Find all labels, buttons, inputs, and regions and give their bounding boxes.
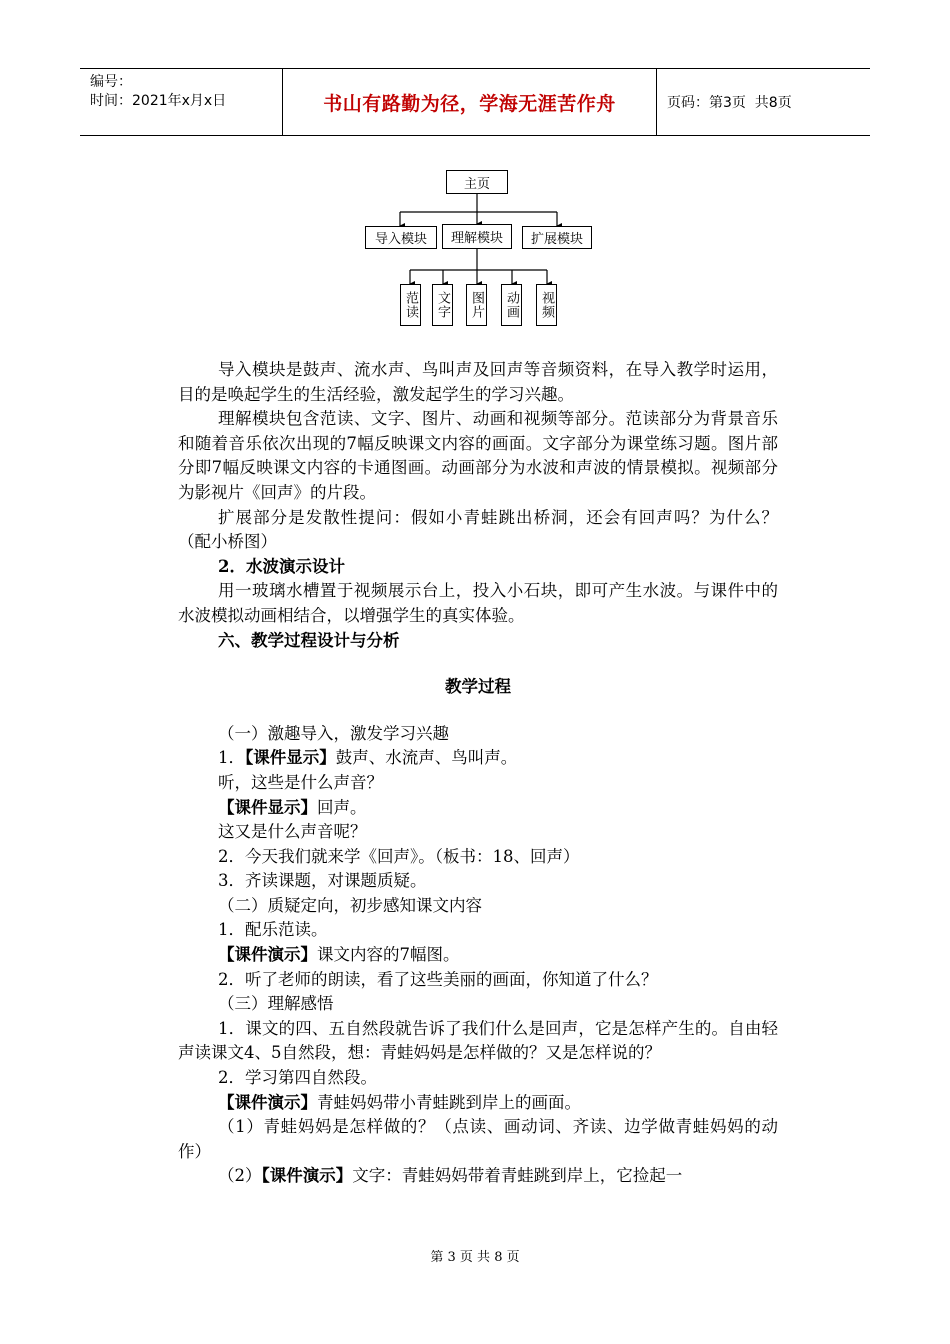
page-label: 页码：第3页 共8页 — [667, 95, 792, 111]
diagram-item-reading: 范读 — [400, 284, 421, 326]
courseware-tag: 【课件显示】 — [245, 748, 336, 768]
line-2: 听，这些是什么声音？ — [218, 772, 383, 792]
section-title: 教学过程 — [445, 677, 511, 697]
code-label: 编号： — [90, 74, 132, 90]
diagram-module-understand: 理解模块 — [442, 224, 512, 249]
line-14: （2）【课件演示】文字：青蛙妈妈带着青蛙跳到岸上，它捡起一 — [218, 1166, 683, 1186]
diagram-item-video: 视频 — [536, 284, 557, 326]
heading-water-wave-demo: 2．水波演示设计 — [218, 556, 345, 576]
line-7: 1．配乐范读。 — [218, 920, 328, 940]
paragraph-intro-module: 导入模块是鼓声、流水声、鸟叫声及回声等音频资料，在导入教学时运用，目的是唤起学生的生活经验，激发起学生的学习兴趣。 — [178, 360, 778, 404]
courseware-tag: 【课件显示】 — [218, 797, 317, 817]
line-8: 【课件演示】课文内容的7幅图。 — [218, 945, 460, 965]
page-footer: 第 3 页 共 8 页 — [430, 1250, 520, 1265]
header-motto: 书山有路勤为径，学海无涯苦作舟 — [283, 69, 657, 135]
paragraph-water-wave: 用一玻璃水槽置于视频展示台上，投入小石块，即可产生水波。与课件中的水波模拟动画相结合，以增强学生的真实体验。 — [178, 581, 778, 625]
header-left-cell — [80, 69, 283, 135]
diagram-root-box: 主页 — [446, 170, 508, 194]
courseware-tag: 【课件演示】 — [218, 1092, 317, 1112]
diagram-module-intro: 导入模块 — [365, 226, 437, 249]
line-3: 【课件显示】回声。 — [218, 797, 367, 817]
header-right-cell — [657, 69, 870, 135]
heading-teaching-process: 六、教学过程设计与分析 — [218, 630, 400, 650]
page-header — [80, 68, 870, 136]
diagram-item-picture: 图片 — [466, 284, 487, 326]
courseware-tag: 【课件演示】 — [218, 945, 317, 965]
line-10: 1．课文的四、五自然段就告诉了我们什么是回声，它是怎样产生的。自由轻声读课文4、5自然段，想：青蛙妈妈是怎样做的？又是怎样说的？ — [178, 1018, 778, 1063]
diagram-item-text: 文字 — [432, 284, 453, 326]
module-diagram — [350, 160, 610, 340]
line-6: 3．齐读课题，对课题质疑。 — [218, 871, 427, 891]
subsection-3: （三）理解感悟 — [218, 994, 334, 1014]
subsection-2: （二）质疑定向，初步感知课文内容 — [218, 895, 482, 915]
paragraph-understand-module: 理解模块包含范读、文字、图片、动画和视频等部分。范读部分为背景音乐和随着音乐依次出现的7幅反映课文内容的画面。文字部分为课堂练习题。图片部分即7幅反映课文内容的卡通图画。动画部分为水波和声波的情景模拟。视频部分为影视片《回声》的片段。 — [178, 409, 778, 502]
line-12: 【课件演示】青蛙妈妈带小青蛙跳到岸上的画面。 — [218, 1092, 581, 1112]
line-9: 2．听了老师的朗读，看了这些美丽的画面，你知道了什么？ — [218, 969, 658, 989]
paragraph-extend-module: 扩展部分是发散性提问：假如小青蛙跳出桥洞，还会有回声吗？为什么？（配小桥图） — [178, 507, 778, 552]
line-11: 2．学习第四自然段。 — [218, 1068, 377, 1088]
line-5: 2．今天我们就来学《回声》。（板书：18、回声） — [218, 846, 580, 866]
line-1: 1．【课件显示】鼓声、水流声、鸟叫声。 — [218, 748, 518, 768]
subsection-1: （一）激趣导入，激发学习兴趣 — [218, 723, 449, 743]
courseware-tag: 【课件演示】 — [261, 1166, 353, 1186]
date-label: 时间：2021年x月x日 — [90, 93, 227, 109]
line-13: （1）青蛙妈妈是怎样做的？（点读、画动词、齐读、边学做青蛙妈妈的动作） — [178, 1117, 778, 1161]
document-body — [178, 358, 778, 1189]
diagram-module-extend: 扩展模块 — [522, 226, 592, 249]
line-4: 这又是什么声音呢？ — [218, 822, 367, 842]
diagram-item-animation: 动画 — [501, 284, 522, 326]
